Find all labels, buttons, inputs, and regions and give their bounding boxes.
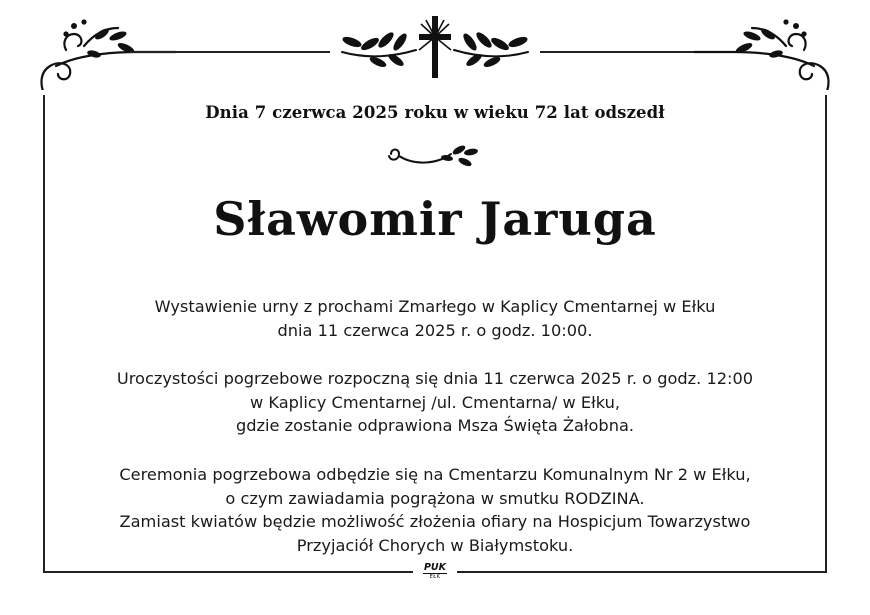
logo-sub-text: EŁK	[423, 573, 447, 580]
cross-icon	[415, 16, 455, 78]
frame-bottom-border-left	[43, 571, 413, 573]
logo-main-text: PUK	[423, 562, 447, 573]
death-announcement-headline: Dnia 7 czerwca 2025 roku w wieku 72 lat odszedł	[205, 103, 665, 122]
corner-flourish-icon	[694, 14, 834, 90]
text-line: Zamiast kwiatów będzie możliwość złożenia ofiary na Hospicjum Towarzystwo	[119, 512, 751, 531]
text-line: gdzie zostanie odprawiona Msza Święta Żałobna.	[235, 416, 635, 435]
text-line: Wystawienie urny z prochami Zmarłego w Kaplicy Cmentarnej w Ełku	[154, 297, 716, 316]
text-line: Przyjaciół Chorych w Białymstoku.	[296, 535, 574, 555]
text-line: dnia 11 czerwca 2025 r. o godz. 10:00.	[277, 320, 593, 340]
paragraph-funeral-ceremony	[0, 367, 870, 438]
top-rule-left	[130, 51, 330, 53]
deceased-name: Sławomir Jaruga	[213, 192, 657, 246]
paragraph-urn-viewing	[0, 295, 870, 342]
puk-logo	[415, 563, 455, 585]
paragraph-burial-info	[0, 463, 870, 557]
text-line: Uroczystości pogrzebowe rozpoczną się dnia 11 czerwca 2025 r. o godz. 12:00	[116, 369, 754, 388]
swirl-leaf-divider-icon	[385, 140, 485, 172]
text-line: w Kaplicy Cmentarnej /ul. Cmentarna/ w Ełku,	[249, 392, 621, 412]
frame-bottom-border-right	[457, 571, 827, 573]
text-line: o czym zawiadamia pogrążona w smutku RODZINA.	[225, 488, 645, 508]
text-line: Ceremonia pogrzebowa odbędzie się na Cmentarzu Komunalnym Nr 2 w Ełku,	[119, 465, 751, 484]
